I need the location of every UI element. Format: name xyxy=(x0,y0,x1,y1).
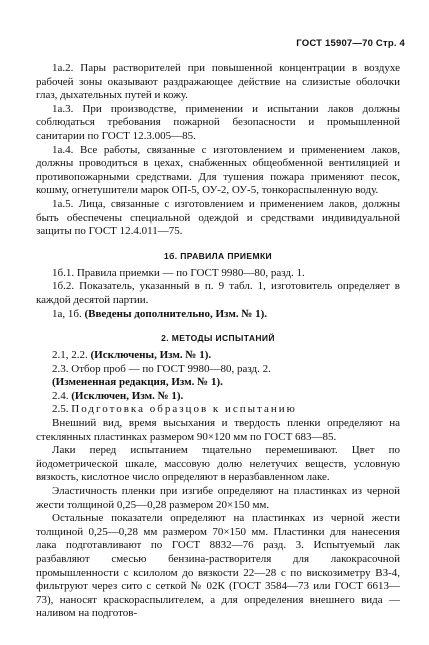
amendment-note-1 xyxy=(36,308,400,322)
subsection-title: Подготовка образцов к испытанию xyxy=(71,403,297,416)
page-header: ГОСТ 15907—70 Стр. 4 xyxy=(296,38,405,49)
paragraph-1a5: 1а.5. Лица, связанные с изготовлением и применением лаков, должны быть обеспечены специальной одеждой и средствами индивидуальной защиты по ГОСТ 12.4.011—75. xyxy=(36,197,400,238)
amendment-text: (Введены дополнительно, Изм. № 1). xyxy=(84,307,268,320)
clause-number: 2.1, 2.2. xyxy=(52,349,91,362)
paragraph-2-4 xyxy=(36,390,400,404)
paragraph-mixing: Лаки перед испытанием тщательно перемешивают. Цвет по йодометрической шкале, массовую долю нелетучих веществ, условную вязкость, кислотное число определяют в неразбавленном лаке. xyxy=(36,444,400,484)
section-heading-1b: 1б. ПРАВИЛА ПРИЕМКИ xyxy=(163,250,273,261)
paragraph-1a2: 1а.2. Пары растворителей при повышенной концентрации в воздухе рабочей зоны оказывают раздражающее действие на слизистые оболочки глаз, дыхательных путей и кожу. xyxy=(36,62,400,102)
amendment-clauses: 1а, 1б. xyxy=(52,307,85,320)
clause-number: 2.5. xyxy=(52,403,72,416)
paragraph-elasticity: Эластичность пленки при изгибе определяют на пластинках из черной жести толщиной 0,25—0,28 размером 20×150 мм. xyxy=(36,485,400,511)
clause-number: 2.4. xyxy=(52,389,72,402)
paragraph-1b1: 1б.1. Правила приемки — по ГОСТ 9980—80, разд. 1. xyxy=(52,266,305,279)
paragraph-1b2: 1б.2. Показатель, указанный в п. 9 табл. 1, изготовитель определяет в каждой десятой партии. xyxy=(36,280,400,306)
exclusion-note: (Исключен, Изм. № 1). xyxy=(71,389,184,402)
paragraph-2-5 xyxy=(36,403,400,417)
page-content xyxy=(36,62,400,621)
paragraph-other-indicators: Остальные показатели определяют на пластинках из черной жести толщиной 0,25—0,28 мм размером 70×150 мм. Пластинки для нанесения лака подготавливают по ГОСТ 8832—76 разд. 3. Испытуемый лак разбавляют смесью бензина-растворителя для лакокрасочной промышленности с ксилолом до вязкости 22—28 с по вискозиметру ВЗ-4, фильтруют через сито с сеткой № 02К (ГОСТ 3584—73 или ГОСТ 6613—73), наносят краскораспылителем, а для определения внешнего вида — наливом на подготов- xyxy=(36,512,400,620)
paragraph-appearance: Внешний вид, время высыхания и твердость пленки определяют на стеклянных пластинках размером 90×120 мм по ГОСТ 683—85. xyxy=(36,417,400,443)
paragraph-2-1-2-2 xyxy=(36,349,400,363)
section-heading-2: 2. МЕТОДЫ ИСПЫТАНИЙ xyxy=(161,333,275,344)
paragraph-1a4: 1а.4. Все работы, связанные с изготовлением и применением лаков, должны проводиться в цехах, снабженных общеобменной вентиляцией и противопожарными средствами. Для тушения пожара применяют песок, кошму, огнетушители марок ОП-5, ОУ-2, ОУ-5, тонкораспыленную воду. xyxy=(36,143,400,197)
revision-text: (Измененная редакция, Изм. № 1). xyxy=(52,376,223,389)
revision-note xyxy=(36,376,400,390)
paragraph-1a3: 1а.3. При производстве, применении и испытании лаков должны соблюдаться требования пожарной безопасности и промышленной санитарии по ГОСТ 12.3.005—85. xyxy=(36,102,400,142)
paragraph-2-3: 2.3. Отбор проб — по ГОСТ 9980—80, разд. 2. xyxy=(52,362,271,375)
exclusion-note: (Исключены, Изм. № 1). xyxy=(90,349,212,362)
